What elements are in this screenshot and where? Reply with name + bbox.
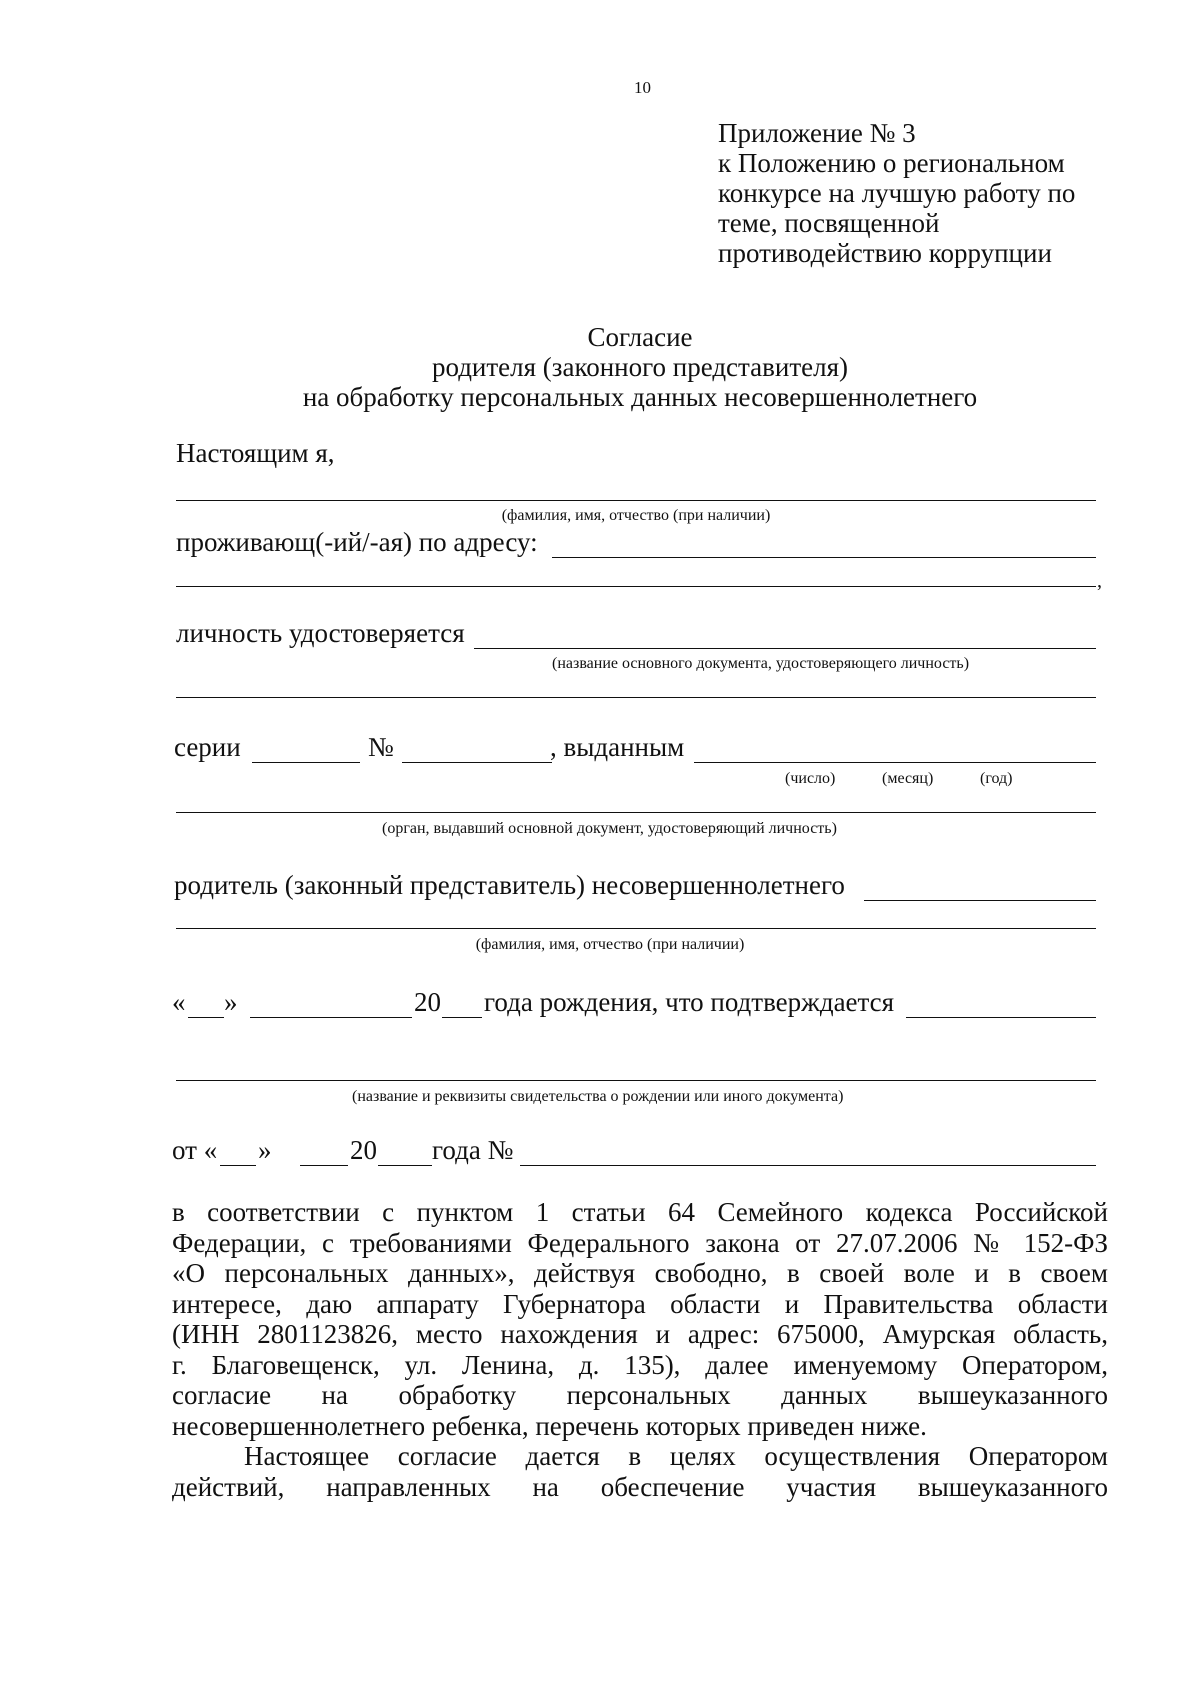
fio-hint: (фамилия, имя, отчество (при наличии) xyxy=(501,507,771,524)
appendix-line-2: к Положению о региональном xyxy=(718,148,1065,178)
month-hint: (месяц) xyxy=(882,770,934,787)
series-label: серии xyxy=(174,732,241,762)
title-line-2: родителя (законного представителя) xyxy=(431,352,849,382)
birth-day-line xyxy=(188,1017,224,1018)
paragraph-line: интересе, даю аппарату Губернатора области и Правительства области xyxy=(172,1288,1108,1319)
from-number-line xyxy=(520,1165,1096,1166)
from-label: от « xyxy=(172,1135,218,1165)
certificate-line xyxy=(176,1080,1096,1081)
address-label: проживающ(-ий/-ая) по адресу: xyxy=(176,527,538,557)
parent-line xyxy=(864,900,1096,901)
consent-paragraph-1 xyxy=(172,1197,1108,1441)
issued-label: , выданным xyxy=(550,732,685,762)
appendix-line-5: противодействию коррупции xyxy=(718,238,1052,268)
from-year-line xyxy=(378,1165,432,1166)
from-day-line xyxy=(220,1165,256,1166)
paragraph-line: согласие на обработку персональных данных вышеуказанного xyxy=(172,1380,1108,1410)
birth-quote-open: « xyxy=(172,987,186,1017)
from-quote-close: » xyxy=(258,1135,272,1165)
paragraph-line: г. Благовещенск, ул. Ленина, д. 135), далее именуемому Оператором, xyxy=(172,1349,1108,1380)
address-line-2 xyxy=(176,586,1096,587)
number-sign: № xyxy=(368,732,394,762)
issuer-line xyxy=(176,812,1096,813)
number-line xyxy=(402,762,552,763)
birth-quote-close: » xyxy=(224,987,238,1017)
appendix-line-1: Приложение № 3 xyxy=(718,118,916,148)
parent-label: родитель (законный представитель) несовершеннолетнего xyxy=(174,870,845,900)
certificate-hint: (название и реквизиты свидетельства о рождении или иного документа) xyxy=(352,1088,844,1105)
page-number: 10 xyxy=(634,78,651,97)
paragraph-line: в соответствии с пунктом 1 статьи 64 Семейного кодекса Российской xyxy=(172,1197,1108,1227)
identity-label: личность удостоверяется xyxy=(176,618,465,648)
identity-line-2 xyxy=(176,697,1096,698)
birth-year-line xyxy=(442,1017,482,1018)
birth-month-line xyxy=(250,1017,412,1018)
appendix-line-3: конкурсе на лучшую работу по xyxy=(718,178,1076,208)
identity-doc-hint: (название основного документа, удостоверяющего личность) xyxy=(552,655,970,672)
birth-century: 20 xyxy=(414,987,441,1017)
fio-line xyxy=(176,500,1096,501)
from-century: 20 xyxy=(350,1135,377,1165)
series-line xyxy=(252,762,360,763)
consent-paragraph-2 xyxy=(172,1441,1108,1502)
identity-line xyxy=(474,648,1096,649)
title-line-3: на обработку персональных данных несовершеннолетнего xyxy=(302,382,978,412)
paragraph-line: действий, направленных на обеспечение участия вышеуказанного xyxy=(172,1471,1108,1502)
appendix-line-4: теме, посвященной xyxy=(718,208,940,238)
day-hint: (число) xyxy=(785,770,836,787)
year-hint: (год) xyxy=(980,770,1013,787)
intro-text: Настоящим я, xyxy=(176,438,335,468)
address-line-1 xyxy=(552,557,1096,558)
paragraph-line: (ИНН 2801123826, место нахождения и адрес: 675000, Амурская область, xyxy=(172,1319,1108,1349)
from-year-label: года № xyxy=(432,1135,514,1165)
child-fio-line xyxy=(176,928,1096,929)
paragraph-line: Настоящее согласие дается в целях осуществления Оператором xyxy=(244,1441,1108,1471)
issued-line xyxy=(694,762,1096,763)
issuer-hint: (орган, выдавший основной документ, удостоверяющий личность) xyxy=(382,820,837,837)
paragraph-line: Федерации, с требованиями Федерального закона от 27.07.2006 № 152-ФЗ xyxy=(172,1227,1108,1258)
birth-doc-line xyxy=(906,1017,1096,1018)
paragraph-line: несовершеннолетнего ребенка, перечень которых приведен ниже. xyxy=(172,1410,927,1441)
title-line-1: Согласие xyxy=(587,322,693,352)
address-comma: , xyxy=(1097,570,1102,592)
child-fio-hint: (фамилия, имя, отчество (при наличии) xyxy=(475,936,745,953)
birth-label: года рождения, что подтверждается xyxy=(484,987,895,1017)
paragraph-line: «О персональных данных», действуя свободно, в своей воле и в своем xyxy=(172,1258,1108,1288)
from-month-line xyxy=(300,1165,348,1166)
